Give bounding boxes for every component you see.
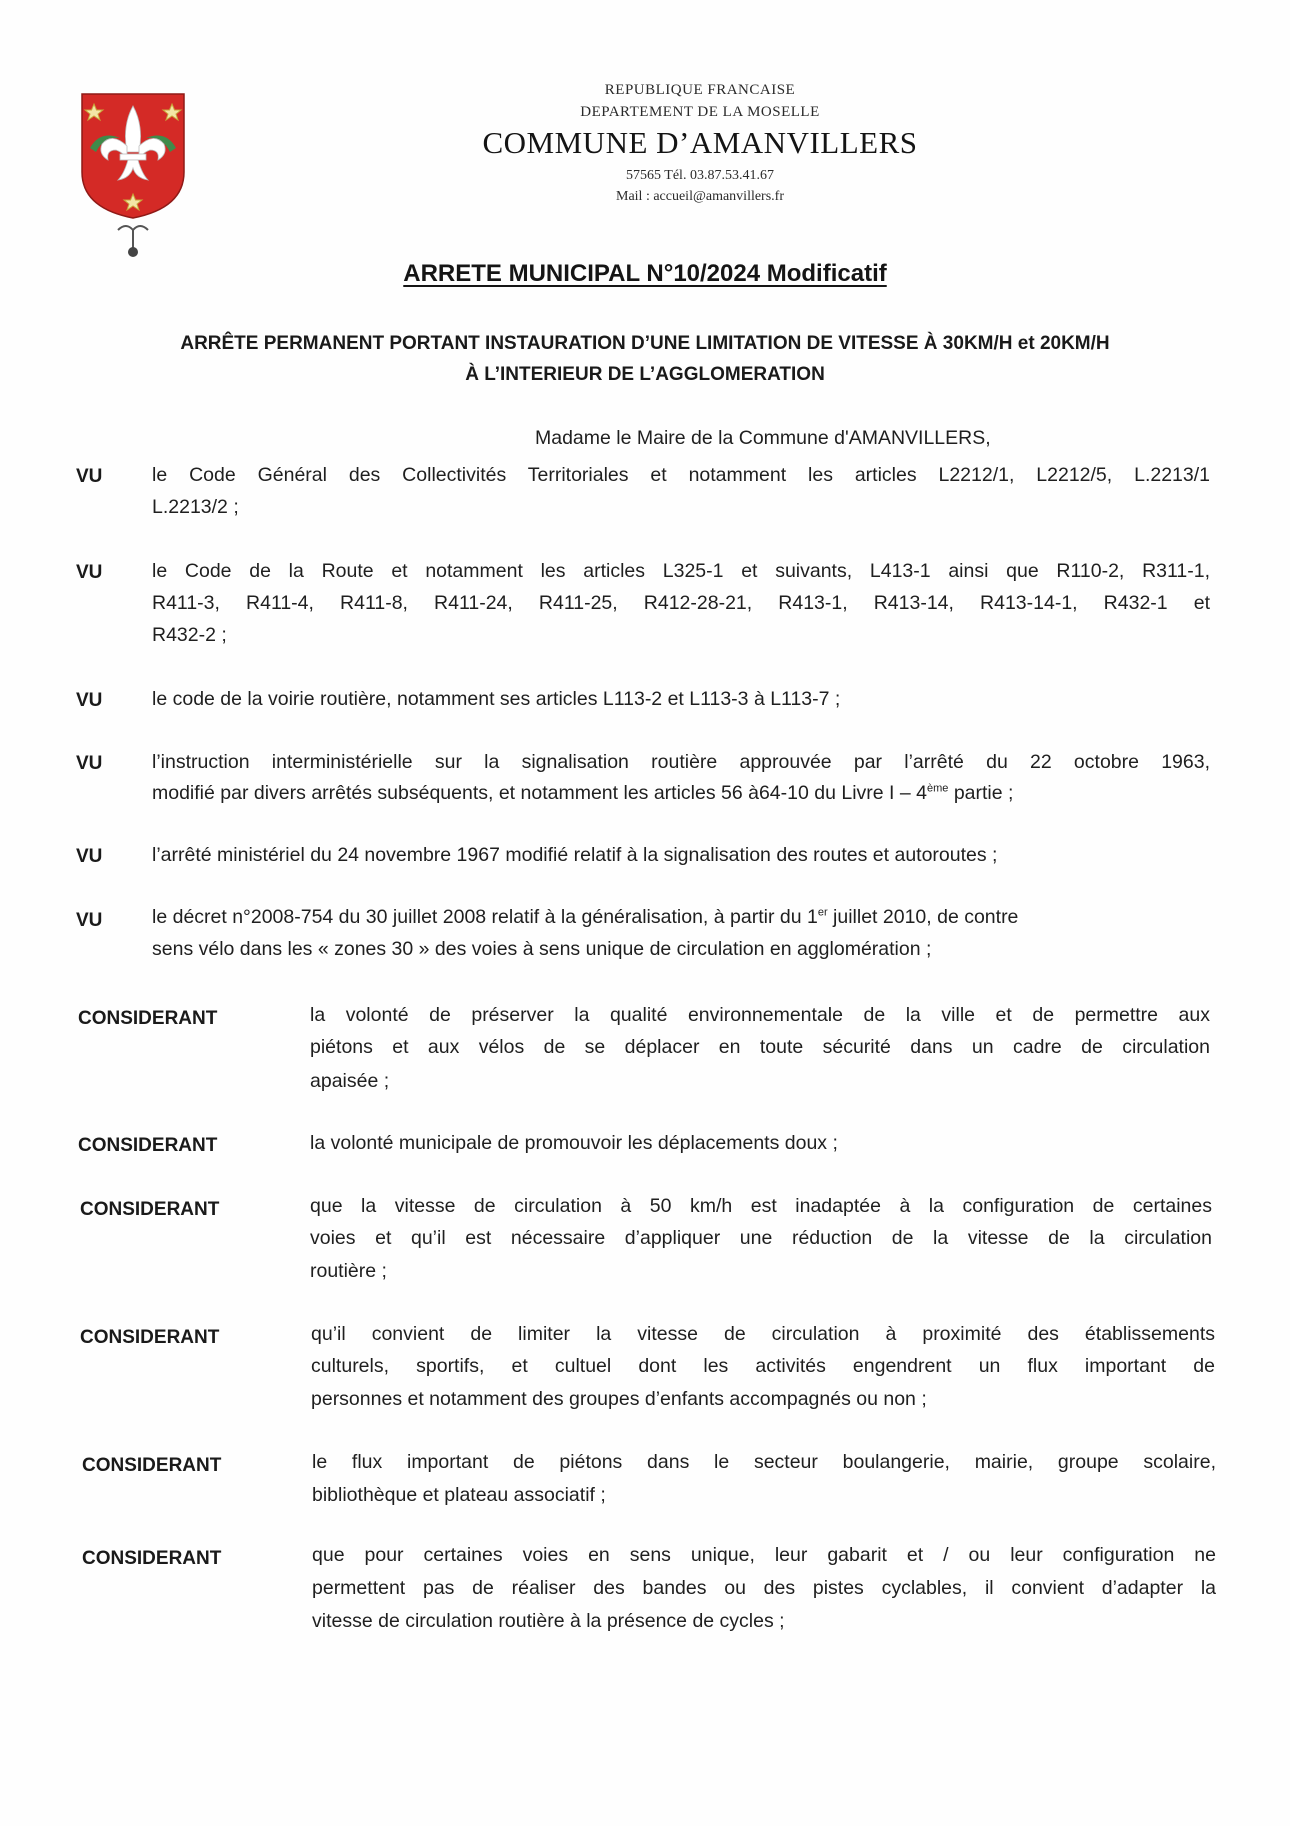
considerant-3-line-3: routière ; — [310, 1260, 387, 1282]
considerant-5-line-1: le flux important de piétons dans le secteur boulangerie, mairie, groupe scolaire, — [312, 1451, 1216, 1473]
departement-line: DEPARTEMENT DE LA MOSELLE — [580, 104, 820, 120]
vu-label: VU — [76, 753, 103, 774]
vu-label: VU — [76, 466, 103, 487]
vu-label: VU — [76, 562, 103, 583]
considerant-label: CONSIDERANT — [78, 1135, 218, 1156]
considerant-label: CONSIDERANT — [78, 1008, 218, 1029]
considerant-6-line-2: permettent pas de réaliser des bandes ou des pistes cyclables, il convient d’adapter la — [312, 1577, 1216, 1599]
subtitle-line-2: À L’INTERIEUR DE L’AGGLOMERATION — [465, 364, 825, 385]
considerant-5-line-2: bibliothèque et plateau associatif ; — [312, 1484, 606, 1506]
vu-6-line-2: sens vélo dans les « zones 30 » des voies à sens unique de circulation en agglomération ; — [152, 938, 932, 960]
vu-label: VU — [76, 910, 103, 931]
vu-2-line-2: R411-3, R411-4, R411-8, R411-24, R411-25, R412-28-21, R413-1, R413-14, R413-14-1, R432-1 et — [152, 592, 1210, 614]
considerant-label: CONSIDERANT — [82, 1548, 222, 1569]
vu-4-line-1: l’instruction interministérielle sur la signalisation routière approuvée par l’arrêté du 22 octobre 1963, — [152, 751, 1210, 773]
arrete-title: ARRETE MUNICIPAL N°10/2024 Modificatif — [403, 260, 887, 287]
vu-2-line-3: R432-2 ; — [152, 624, 227, 646]
considerant-4-line-2: culturels, sportifs, et cultuel dont les activités engendrent un flux important de — [311, 1355, 1215, 1377]
superscript: ème — [927, 782, 949, 795]
vu-4-line-2-text: modifié par divers arrêtés subséquents, et notamment les articles 56 à64-10 du Livre I – 4 — [152, 782, 927, 804]
subtitle-line-1: ARRÊTE PERMANENT PORTANT INSTAURATION D’UNE LIMITATION DE VITESSE À 30KM/H et 20KM/H — [180, 333, 1110, 354]
vu-label: VU — [76, 690, 103, 711]
commune-name: COMMUNE D’AMANVILLERS — [482, 125, 918, 160]
vu-label: VU — [76, 846, 103, 867]
considerant-3-line-1: que la vitesse de circulation à 50 km/h est inadaptée à la configuration de certaines — [310, 1195, 1212, 1217]
considerant-1-line-2: piétons et aux vélos de se déplacer en toute sécurité dans un cadre de circulation — [310, 1036, 1210, 1058]
considerant-4-line-3: personnes et notamment des groupes d’enfants accompagnés ou non ; — [311, 1388, 927, 1410]
vu-1-line-2: L.2213/2 ; — [152, 496, 239, 518]
commune-phone: 57565 Tél. 03.87.53.41.67 — [626, 168, 774, 183]
considerant-4-line-1: qu’il convient de limiter la vitesse de circulation à proximité des établissements — [311, 1323, 1215, 1345]
considerant-6-line-3: vitesse de circulation routière à la présence de cycles ; — [312, 1610, 785, 1632]
coat-of-arms-icon — [78, 90, 188, 260]
vu-6-line-1 — [152, 906, 1018, 929]
vu-4-line-2 — [152, 782, 1013, 805]
republique-line: REPUBLIQUE FRANCAISE — [604, 82, 796, 98]
vu-6-line-1-end: juillet 2010, de contre — [833, 906, 1019, 928]
authority-line: Madame le Maire de la Commune d'AMANVILLERS, — [535, 427, 991, 449]
vu-3-line-1: le code de la voirie routière, notamment ses articles L113-2 et L113-3 à L113-7 ; — [152, 688, 841, 710]
considerant-label: CONSIDERANT — [80, 1327, 220, 1348]
superscript: er — [817, 906, 828, 919]
considerant-3-line-2: voies et qu’il est nécessaire d’appliquer une réduction de la vitesse de la circulation — [310, 1227, 1212, 1249]
considerant-1-line-3: apaisée ; — [310, 1070, 390, 1092]
vu-6-line-1-text: le décret n°2008-754 du 30 juillet 2008 relatif à la généralisation, à partir du 1 — [152, 906, 818, 928]
vu-2-line-1: le Code de la Route et notamment les articles L325-1 et suivants, L413-1 ainsi que R110-2, R311-1, — [152, 560, 1210, 582]
considerant-label: CONSIDERANT — [82, 1455, 222, 1476]
considerant-2-line-1: la volonté municipale de promouvoir les déplacements doux ; — [310, 1132, 838, 1154]
vu-5-line-1: l’arrêté ministériel du 24 novembre 1967 modifié relatif à la signalisation des routes et autoroutes ; — [152, 844, 998, 866]
considerant-6-line-1: que pour certaines voies en sens unique, leur gabarit et / ou leur configuration ne — [312, 1544, 1216, 1566]
vu-1-line-1: le Code Général des Collectivités Territoriales et notamment les articles L2212/1, L2212/5, L.2213/1 — [152, 464, 1210, 486]
commune-mail: Mail : accueil@amanvillers.fr — [616, 189, 784, 204]
considerant-1-line-1: la volonté de préserver la qualité environnementale de la ville et de permettre aux — [310, 1004, 1210, 1026]
vu-4-line-2-end: partie ; — [953, 782, 1014, 804]
considerant-label: CONSIDERANT — [80, 1199, 220, 1220]
